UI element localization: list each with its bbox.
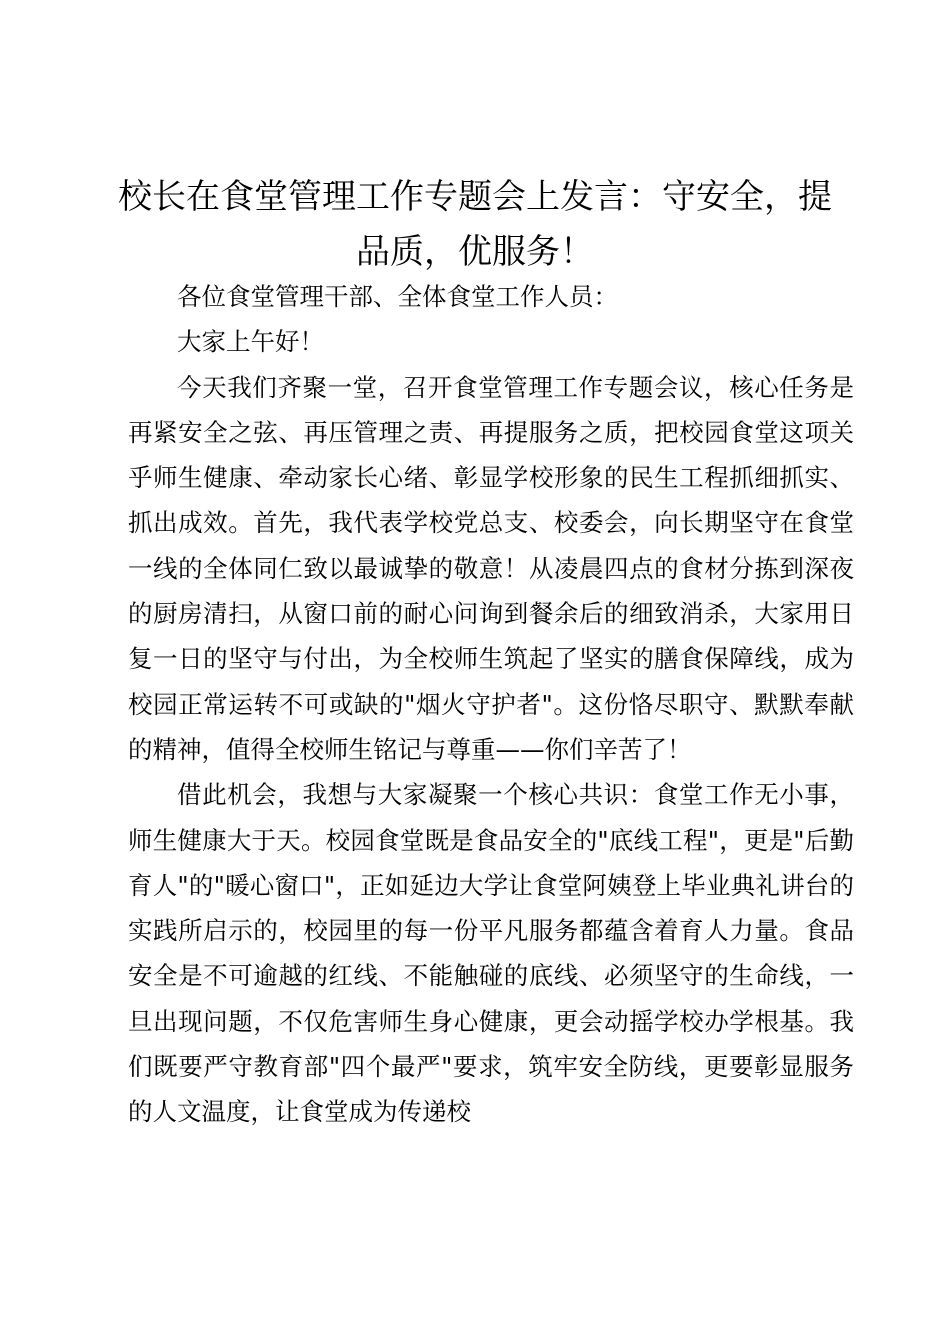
body-paragraph: 今天我们齐聚一堂，召开食堂管理工作专题会议，核心任务是再紧安全之弦、再压管理之责、再提服务之质，把校园食堂这项关乎师生健康、牵动家长心绪、彰显学校形象的民生工程抓细抓实、抓出成效。首先，我代表学校党总支、校委会，向长期坚守在食堂一线的全体同仁致以最诚挚的敬意！从凌晨四点的食材分拣到深夜的厨房清扫，从窗口前的耐心问询到餐余后的细致消杀，大家用日复一日的坚守与付出，为全校师生筑起了坚实的膳食保障线，成为校园正常运转不可或缺的"烟火守护者"。这份恪尽职守、默默奉献的精神，值得全校师生铭记与尊重——你们辛苦了！ — [128, 372, 854, 764]
salutation: 各位食堂管理干部、全体食堂工作人员： — [177, 282, 618, 311]
document-title: 校长在食堂管理工作专题会上发言：守安全，提品质，优服务！ — [118, 177, 832, 272]
body-paragraph: 借此机会，我想与大家凝聚一个核心共识：食堂工作无小事，师生健康大于天。校园食堂既是食品安全的"底线工程"，更是"后勤育人"的"暖心窗口"，正如延边大学让食堂阿姨登上毕业典礼讲台的实践所启示的，校园里的每一份平凡服务都蕴含着育人力量。食品安全是不可逾越的红线、不能触碰的底线、必须坚守的生命线，一旦出现问题，不仅危害师生身心健康，更会动摇学校办学根基。我们既要严守教育部"四个最严"要求，筑牢安全防线，更要彰显服务的人文温度，让食堂成为传递校 — [128, 780, 854, 1127]
document-body — [128, 274, 854, 1135]
greeting: 大家上午好！ — [177, 327, 324, 357]
